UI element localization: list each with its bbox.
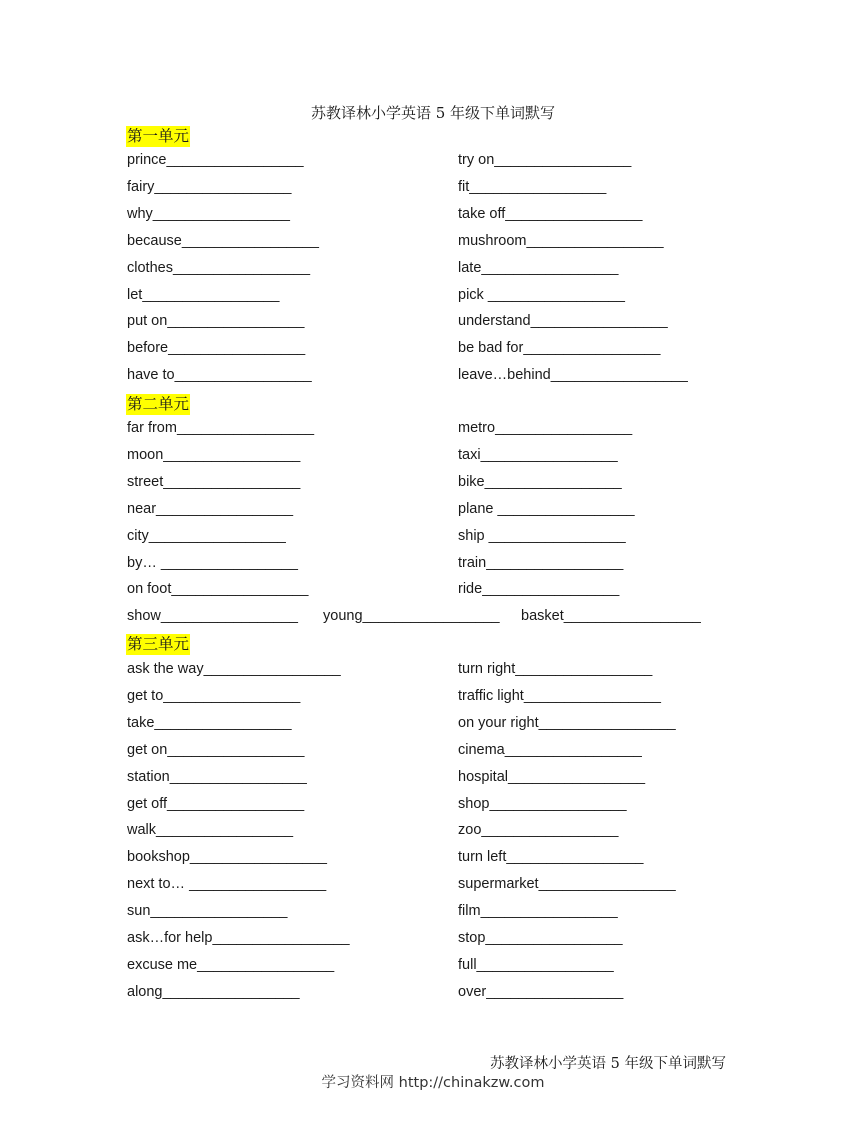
word-item — [127, 687, 300, 705]
word-item: show_________________ — [127, 608, 298, 624]
answer-blank: _________________ — [538, 714, 676, 731]
answer-blank: _________________ — [523, 687, 661, 704]
answer-blank: _________________ — [168, 340, 306, 357]
word-label: shop — [458, 795, 490, 812]
answer-blank: _________________ — [486, 983, 624, 1000]
word-item — [127, 714, 292, 732]
word-label: train — [458, 554, 487, 571]
answer-blank: _________________ — [154, 714, 292, 731]
answer-blank: _________________ — [515, 661, 653, 677]
answer-blank: _________________ — [550, 367, 688, 384]
word-label: city — [127, 527, 149, 544]
word-item — [458, 286, 625, 304]
answer-blank: _________________ — [189, 876, 327, 893]
answer-blank: _________________ — [189, 849, 327, 866]
word-label: clothes — [127, 259, 173, 276]
word-label: zoo — [458, 822, 482, 839]
word-label: station — [127, 768, 170, 785]
word-item — [127, 232, 319, 250]
word-label: take off — [458, 205, 506, 222]
answer-blank: _________________ — [169, 768, 307, 785]
word-item — [458, 875, 676, 893]
answer-blank: _________________ — [156, 500, 294, 517]
word-item — [458, 527, 626, 545]
word-item — [127, 500, 293, 518]
answer-blank: _________________ — [160, 554, 298, 571]
word-label: taxi — [458, 446, 481, 463]
answer-blank: _________________ — [163, 473, 301, 490]
word-label: get to — [127, 687, 164, 704]
footer-title: 苏教译林小学英语 5 年级下单词默写 — [490, 1056, 726, 1072]
word-label: put on — [127, 313, 168, 330]
word-label: why — [127, 205, 153, 222]
answer-blank: _________________ — [523, 340, 661, 357]
word-item — [458, 312, 668, 330]
word-item — [127, 419, 314, 437]
word-item — [127, 312, 304, 330]
word-item — [458, 821, 618, 839]
word-label: bookshop — [127, 849, 190, 866]
word-label: turn left — [458, 849, 507, 866]
answer-blank: _________________ — [469, 178, 607, 195]
word-label: street — [127, 473, 164, 490]
word-label: ride — [458, 581, 483, 598]
word-label: fit — [458, 178, 470, 195]
word-label: moon — [127, 446, 164, 463]
answer-blank: _________________ — [212, 930, 350, 946]
answer-blank: _________________ — [203, 661, 341, 677]
answer-blank: _________________ — [538, 876, 676, 893]
word-label: mushroom — [458, 232, 527, 249]
word-item — [458, 660, 652, 678]
word-label: on your right — [458, 714, 539, 731]
answer-blank: _________________ — [476, 956, 614, 973]
answer-blank: _________________ — [504, 741, 642, 758]
word-item — [127, 205, 290, 223]
word-item — [127, 929, 350, 947]
word-item — [458, 768, 645, 786]
word-label: traffic light — [458, 687, 524, 704]
word-label: along — [127, 983, 163, 1000]
answer-blank: _________________ — [176, 420, 315, 436]
answer-blank: _________________ — [507, 768, 646, 785]
answer-blank: _________________ — [481, 822, 619, 839]
answer-blank: _________________ — [142, 286, 280, 303]
word-item — [127, 741, 304, 759]
word-label: get on — [127, 741, 168, 758]
footer-url: 学习资料网 http://chinakzw.com — [321, 1075, 545, 1091]
word-item — [127, 527, 286, 545]
answer-blank: _________________ — [488, 527, 626, 544]
word-label: plane — [458, 500, 498, 517]
word-label: be bad for — [458, 340, 524, 357]
answer-blank: _________________ — [481, 259, 619, 276]
word-label: over — [458, 983, 487, 1000]
answer-blank: _________________ — [530, 313, 668, 330]
word-item — [458, 446, 618, 464]
word-label: sun — [127, 903, 151, 920]
word-label: ask the way — [127, 661, 204, 677]
answer-blank: _________________ — [156, 822, 294, 839]
answer-blank: _________________ — [485, 930, 623, 946]
word-item — [458, 366, 688, 384]
unit1-heading: 第一单元 — [127, 127, 190, 145]
answer-blank: _________________ — [167, 741, 305, 758]
word-item — [127, 956, 334, 974]
word-item — [127, 339, 305, 357]
word-item — [458, 151, 631, 169]
word-item — [458, 419, 632, 437]
answer-blank: _________________ — [148, 527, 286, 544]
word-item — [127, 286, 279, 304]
word-item — [127, 446, 300, 464]
answer-blank: _________________ — [487, 286, 625, 303]
word-label: by… — [127, 554, 161, 571]
word-label: bike — [458, 473, 485, 490]
word-item — [458, 178, 606, 196]
answer-blank: _________________ — [154, 178, 292, 195]
word-item: basket_________________ — [521, 608, 701, 624]
word-label: ask…for help — [127, 930, 213, 946]
word-item — [458, 714, 676, 732]
word-label: cinema — [458, 741, 505, 758]
word-item — [458, 902, 618, 920]
word-item — [458, 205, 642, 223]
answer-blank: _________________ — [181, 232, 319, 249]
answer-blank: _________________ — [163, 687, 301, 704]
word-label: far from — [127, 420, 177, 436]
word-item — [458, 687, 661, 705]
word-label: film — [458, 903, 481, 920]
word-item — [458, 956, 614, 974]
word-item — [458, 473, 622, 491]
word-item — [458, 554, 623, 572]
word-item — [458, 848, 643, 866]
answer-blank: _________________ — [172, 259, 311, 276]
word-item — [458, 500, 635, 518]
answer-blank: _________________ — [150, 903, 288, 920]
word-item — [127, 848, 327, 866]
word-item — [127, 821, 293, 839]
answer-blank: _________________ — [167, 313, 305, 330]
word-label: let — [127, 286, 143, 303]
answer-blank: _________________ — [163, 446, 301, 463]
word-label: have to — [127, 367, 175, 384]
answer-blank: _________________ — [495, 420, 633, 436]
answer-blank: _________________ — [480, 446, 618, 463]
unit2-heading: 第二单元 — [127, 395, 190, 413]
answer-blank: _________________ — [171, 581, 309, 598]
word-item: young_________________ — [323, 608, 500, 624]
word-label: ship — [458, 527, 489, 544]
word-item — [458, 983, 623, 1001]
word-label: because — [127, 232, 182, 249]
word-label: late — [458, 259, 482, 276]
answer-blank: _________________ — [174, 367, 312, 384]
word-item — [127, 554, 298, 572]
answer-blank: _________________ — [152, 205, 290, 222]
word-item — [127, 875, 326, 893]
page-title: 苏教译林小学英语 5 年级下单词默写 — [310, 104, 556, 122]
word-label: supermarket — [458, 876, 539, 893]
word-label: walk — [127, 822, 157, 839]
word-label: metro — [458, 420, 496, 436]
word-item — [458, 741, 642, 759]
answer-blank: _________________ — [494, 152, 632, 168]
answer-blank: _________________ — [484, 473, 622, 490]
word-item — [127, 178, 292, 196]
word-label: pick — [458, 286, 488, 303]
word-label: understand — [458, 313, 531, 330]
word-item — [127, 902, 287, 920]
word-label: take — [127, 714, 155, 731]
answer-blank: _________________ — [482, 581, 620, 598]
word-item — [458, 259, 618, 277]
answer-blank: _________________ — [167, 795, 305, 812]
word-label: on foot — [127, 581, 172, 598]
answer-blank: _________________ — [162, 983, 300, 1000]
unit3-heading: 第三单元 — [127, 635, 190, 653]
word-item — [127, 660, 341, 678]
word-item — [458, 929, 623, 947]
answer-blank: _________________ — [506, 849, 644, 866]
word-item — [127, 151, 304, 169]
word-label: get off — [127, 795, 168, 812]
word-item — [127, 580, 308, 598]
word-label: next to… — [127, 876, 190, 893]
answer-blank: _________________ — [497, 500, 635, 517]
answer-blank: _________________ — [480, 903, 618, 920]
word-item — [458, 580, 619, 598]
answer-blank: _________________ — [489, 795, 627, 812]
word-item — [458, 232, 664, 250]
word-item — [127, 983, 300, 1001]
answer-blank: _________________ — [197, 956, 335, 973]
word-label: fairy — [127, 178, 155, 195]
word-item — [458, 339, 660, 357]
word-label: turn right — [458, 661, 516, 677]
word-item — [127, 795, 304, 813]
word-label: near — [127, 500, 157, 517]
word-label: full — [458, 956, 477, 973]
word-item — [127, 473, 300, 491]
answer-blank: _________________ — [486, 554, 624, 571]
word-label: try on — [458, 152, 495, 168]
word-item — [458, 795, 627, 813]
answer-blank: _________________ — [526, 232, 664, 249]
word-label: excuse me — [127, 956, 198, 973]
word-label: stop — [458, 930, 486, 946]
word-item — [127, 366, 312, 384]
word-item — [127, 259, 310, 277]
word-label: before — [127, 340, 169, 357]
word-label: prince — [127, 152, 167, 168]
answer-blank: _________________ — [505, 205, 643, 222]
word-label: leave…behind — [458, 367, 551, 384]
word-item — [127, 768, 307, 786]
word-label: hospital — [458, 768, 508, 785]
answer-blank: _________________ — [166, 152, 304, 168]
